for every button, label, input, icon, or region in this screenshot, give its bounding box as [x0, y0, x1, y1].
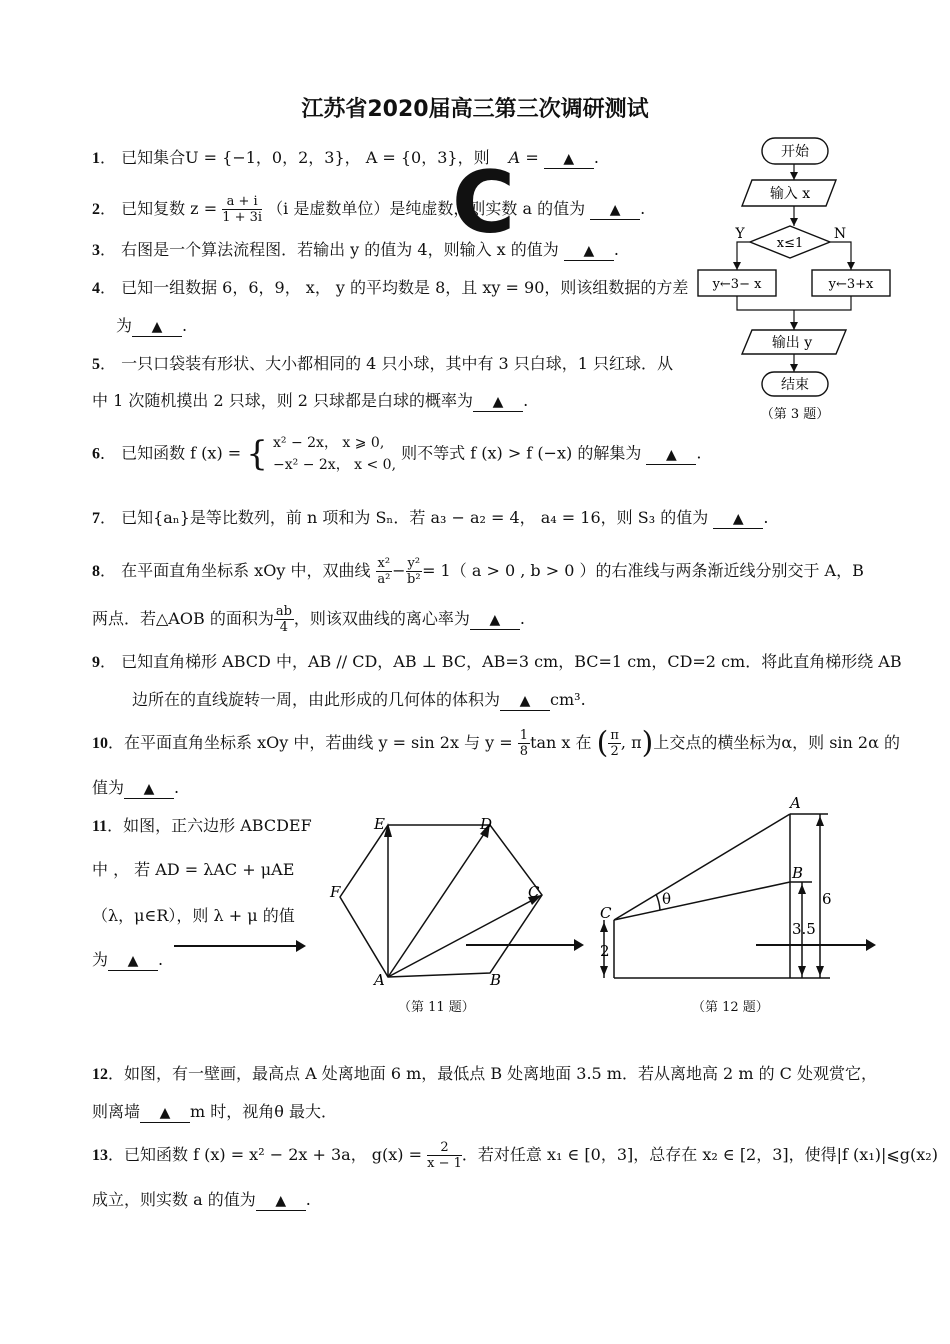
flow-label: 输入 x	[769, 186, 811, 202]
question-9: 9． 已知直角梯形 ABCD 中，AB // CD，AB ⊥ BC，AB=3 cm，BC=1 cm，CD=2 cm．将此直角梯形绕 AB	[92, 652, 902, 671]
question-number: 1	[92, 150, 100, 167]
brace-icon: {	[246, 434, 268, 474]
answer-blank[interactable]: ▲	[108, 952, 158, 971]
question-4: 4． 已知一组数据 6，6，9， x， y 的平均数是 8，且 xy = 90，则该组数据的方差	[92, 278, 689, 297]
page-title: 江苏省2020届高三第三次调研测试	[301, 97, 649, 122]
vertex-label: B	[490, 971, 502, 989]
arrow-line	[466, 944, 578, 946]
question-12: 12．如图，有一壁画，最高点 A 处离地面 6 m，最低点 B 处离地面 3.5 m．若从离地高 2 m 的 C 处观赏它，	[92, 1064, 877, 1083]
figure-caption: （第 12 题）	[692, 1000, 769, 1015]
answer-blank[interactable]: ▲	[473, 393, 523, 412]
flow-label: N	[833, 226, 847, 242]
question-2: 2． 已知复数 z = $\frac{a + i}{1 + 3i}$ （i 是虚数单位）是纯虚数，则实数 a 的值为 ▲ .	[92, 194, 646, 225]
point-label: C	[600, 904, 612, 922]
vector-AD	[388, 825, 490, 977]
answer-blank[interactable]: ▲	[646, 446, 696, 465]
fraction: $\frac{a + i}{1 + 3i}$	[222, 194, 263, 225]
question-8-line2: 两点．若△AOB 的面积为 $\frac{ab}{4}$ ，则该双曲线的离心率为 ▲ .	[92, 604, 526, 635]
flow-label: 开始	[781, 144, 809, 160]
point-label: A	[790, 794, 801, 812]
point-label: B	[792, 864, 804, 882]
question-11-line3: （λ，μ∈R），则 λ + μ 的值	[92, 906, 295, 925]
vertex-label: F	[330, 883, 341, 901]
vertex-label: A	[374, 971, 385, 989]
question-10: 10．在平面直角坐标系 xOy 中，若曲线 y = sin 2x 与 y = $\frac{1}{8}$ tan x 在 ( $\frac{\pi}{2}$ , π)上交点的横坐标为α，则 sin 2α 的	[92, 725, 900, 761]
flow-label: Y	[735, 226, 745, 242]
question-8: 8． 在平面直角坐标系 xOy 中，双曲线 $\frac{\text{x²}}{\text{a²}}$ − $\frac{\text{y²}}{\text{b²}}$ = 1（ a > 0 , b > 0 ）的右准线与两条渐近线分别交于 A，B	[92, 556, 864, 587]
vertex-label: C	[528, 883, 540, 901]
answer-blank[interactable]: ▲	[470, 611, 520, 630]
question-11: 11．如图，正六边形 ABCDEF	[92, 816, 312, 835]
question-11-line2: 中 ， 若 AD = λAC + μAE	[92, 860, 295, 879]
vertex-label: E	[374, 815, 385, 833]
flow-label: y←3+x	[828, 277, 874, 292]
scan-mark: C	[452, 153, 516, 253]
arrow-head-icon	[296, 940, 306, 952]
flow-label: 输出 y	[771, 335, 813, 351]
question-3: 3． 右图是一个算法流程图．若输出 y 的值为 4，则输入 x 的值为 ▲ .	[92, 240, 619, 259]
question-6: 6． 已知函数 f (x) = { x² − 2x， x ⩾ 0, −x² − 2x， x < 0, 则不等式 f (x) > f (−x) 的解集为 ▲ .	[92, 434, 702, 474]
answer-blank[interactable]: ▲	[713, 510, 763, 529]
answer-blank[interactable]: ▲	[564, 242, 614, 261]
hexagon-figure	[320, 805, 600, 1005]
dimension-label: 6	[822, 890, 832, 908]
question-text: ． 已知集合U = {−1，0，2，3}， A = {0，3}，则	[100, 148, 490, 167]
answer-blank[interactable]: ▲	[500, 692, 550, 711]
answer-blank[interactable]: ▲	[544, 150, 594, 169]
flowchart	[690, 132, 900, 432]
answer-blank[interactable]: ▲	[256, 1192, 306, 1211]
answer-blank[interactable]: ▲	[132, 318, 182, 337]
question-12-line2: 则离墙 ▲ m 时，视角θ 最大．	[92, 1102, 337, 1121]
question-13-line2: 成立，则实数 a 的值为 ▲ .	[92, 1190, 311, 1209]
question-5: 5． 一只口袋装有形状、大小都相同的 4 只小球，其中有 3 只白球，1 只红球．从	[92, 354, 674, 373]
dimension-label: 3.5	[792, 920, 816, 938]
figure-caption: （第 11 题）	[398, 1000, 475, 1015]
question-13: 13．已知函数 f (x) = x² − 2x + 3a， g(x) = $\frac{2}{x - 1}$ ．若对任意 x₁ ∈ [0，3]，总存在 x₂ ∈ [2，3]，使得|f (x₁)|⩽g(x₂)	[92, 1140, 938, 1171]
flow-label: 结束	[781, 377, 809, 393]
mural-figure	[590, 790, 890, 1000]
arrow-line	[756, 944, 868, 946]
question-9-line2: 边所在的直线旋转一周，由此形成的几何体的体积为 ▲ cm³.	[132, 690, 586, 709]
question-4-line2: 为 ▲ .	[116, 316, 188, 335]
arrow-line	[174, 945, 302, 947]
answer-blank[interactable]: ▲	[124, 780, 174, 799]
question-11-line4: 为 ▲ .	[92, 950, 164, 969]
flow-label: y←3− x	[712, 277, 762, 292]
question-7: 7． 已知{aₙ}是等比数列，前 n 项和为 Sₙ．若 a₃ − a₂ = 4， a₄ = 16，则 S₃ 的值为 ▲ .	[92, 508, 769, 527]
flow-label: x≤1	[776, 236, 804, 251]
arrow-head-icon	[866, 939, 876, 951]
line-CA	[614, 814, 790, 920]
vertex-label: D	[480, 815, 493, 833]
answer-blank[interactable]: ▲	[140, 1104, 190, 1123]
angle-label: θ	[662, 890, 672, 908]
theta-arc	[656, 894, 660, 910]
line-CB	[614, 882, 790, 920]
figure-caption: （第 3 题）	[760, 407, 830, 422]
dimension-label: 2	[600, 942, 610, 960]
question-expr: A =	[508, 148, 539, 167]
question-10-line2: 值为 ▲ .	[92, 778, 180, 797]
question-1: 1． 已知集合U = {−1，0，2，3}， A = {0，3}，则 A = ▲ .	[92, 148, 599, 167]
hexagon-shape	[340, 825, 542, 977]
question-5-line2: 中 1 次随机摸出 2 只球，则 2 只球都是白球的概率为 ▲ .	[92, 391, 529, 410]
answer-blank[interactable]: ▲	[590, 201, 640, 220]
arrow-head-icon	[574, 939, 584, 951]
piecewise-cases: x² − 2x， x ⩾ 0, −x² − 2x， x < 0,	[273, 435, 397, 473]
vector-AC	[388, 895, 542, 977]
